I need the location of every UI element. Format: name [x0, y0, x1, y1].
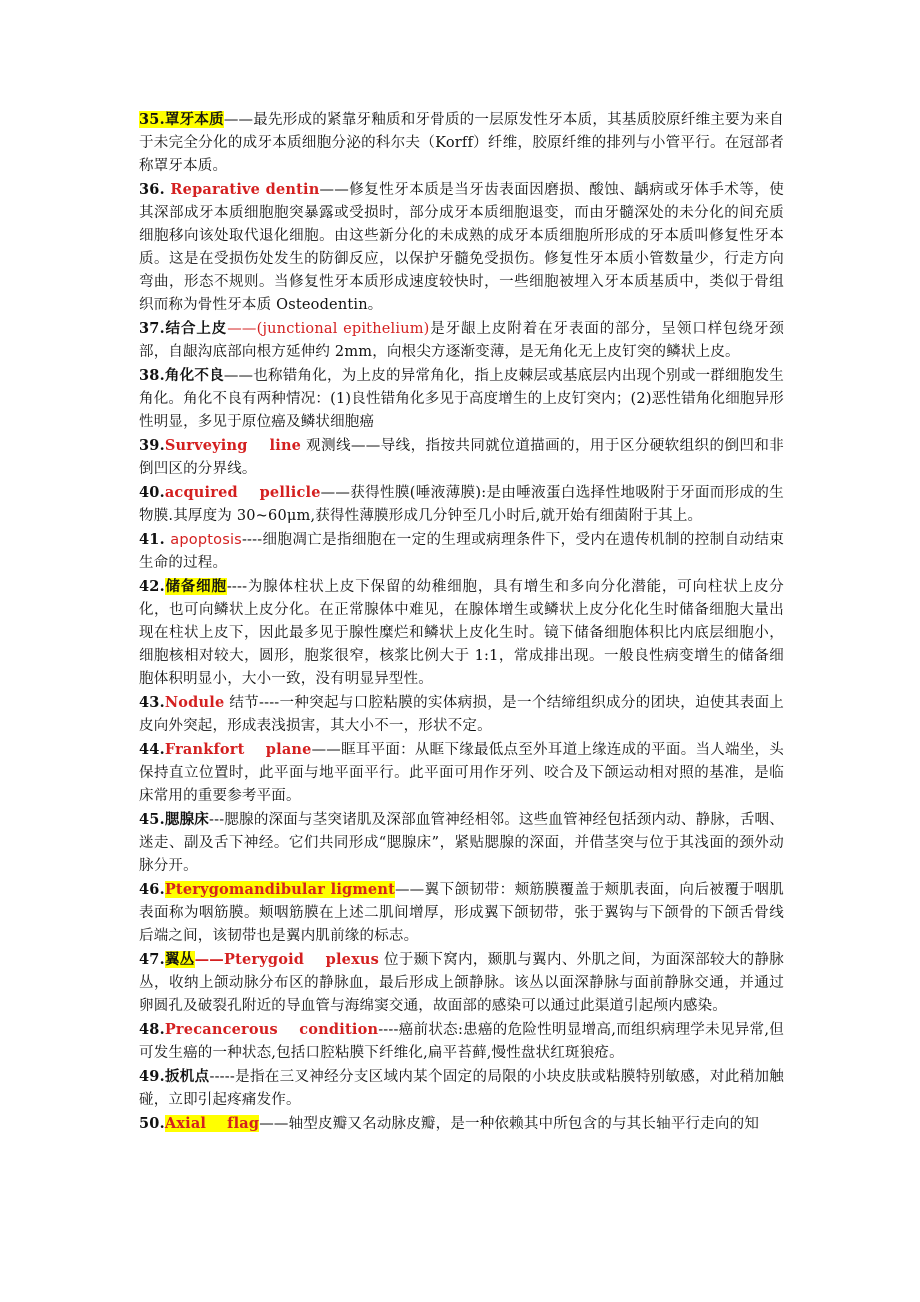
- entry-english-term: Axial flag: [164, 1115, 260, 1132]
- entry-term: 扳机点: [164, 1068, 210, 1085]
- entry-english-term: Frankfort plane: [164, 741, 312, 758]
- entry-body: ——最先形成的紧靠牙釉质和牙骨质的一层原发性牙本质，其基质胶原纤维主要为来自于未完全分化的成牙本质细胞分泌的科尔夫（Korff）纤维，胶原纤维的排列与小管平行。在冠部者称罩牙本质。: [139, 112, 784, 174]
- entry-number: 43.: [139, 694, 165, 711]
- entry-term: 角化不良: [164, 367, 224, 384]
- entry-number: 45.: [139, 811, 165, 828]
- entry-term: 腮腺床: [164, 811, 210, 828]
- entry-number: 48.: [139, 1021, 165, 1038]
- entry-english-term: Pterygomandibular ligment: [164, 881, 395, 898]
- entry-body: ---腮腺的深面与茎突诸肌及深部血管神经相邻。这些血管神经包括颈内动、静脉，舌咽、迷走、副及舌下神经。它们共同形成“腮腺床”，紧贴腮腺的深面，并借茎突与位于其浅面的颈外动脉分开。: [139, 812, 784, 874]
- entry-number: 40.: [139, 484, 165, 501]
- entry-term: 储备细胞: [164, 578, 227, 595]
- document-page: [139, 108, 784, 1136]
- entry-41: [139, 528, 784, 575]
- entry-body: ----癌前状态:患癌的危险性明显增高,而组织病理学未见异常,但可发生癌的一种状态,包括口腔粘膜下纤维化,扁平苔藓,慢性盘状红斑狼疮。: [139, 1022, 784, 1061]
- entry-number: 47.: [139, 951, 165, 968]
- entry-37: [139, 317, 784, 364]
- entry-body: ——获得性膜(唾液薄膜):是由唾液蛋白选择性地吸附于牙面而形成的生物膜.其厚度为 30~60μm,获得性薄膜形成几分钟至几小时后,就开始有细菌附于其上。: [139, 485, 785, 524]
- entry-50: [139, 1112, 784, 1136]
- entry-number: 46.: [139, 881, 165, 898]
- entry-number: 42.: [139, 578, 165, 595]
- entry-english-term: Precancerous condition: [164, 1021, 379, 1038]
- entry-body: 位于颞下窝内，颞肌与翼内、外肌之间，为面深部较大的静脉丛，收纳上颌动脉分布区的静脉血，最后形成上颌静脉。该丛以面深静脉与面前静脉交通，并通过卵圆孔及破裂孔附近的导血管与海绵窦交通，故面部的感染可以通过此渠道引起颅内感染。: [139, 952, 784, 1014]
- entry-46: [139, 878, 784, 948]
- entry-47: [139, 948, 784, 1018]
- entry-english-term: ——Pterygoid plexus: [194, 951, 380, 968]
- entry-number: 49.: [139, 1068, 165, 1085]
- entry-35: [139, 108, 784, 178]
- entry-body: 是牙龈上皮附着在牙表面的部分，呈领口样包绕牙颈部，自龈沟底部向根方延伸约 2mm，向根尖方逐渐变薄，是无角化无上皮钉突的鳞状上皮。: [139, 321, 784, 360]
- entry-number: 39.: [139, 437, 165, 454]
- entry-body: 结节----一种突起与口腔粘膜的实体病损，是一个结缔组织成分的团块，迫使其表面上皮向外突起，形成表浅损害，其大小不一，形状不定。: [139, 695, 784, 734]
- entry-38: [139, 364, 784, 434]
- entry-english-term: Surveying line: [164, 437, 302, 454]
- entry-body: ——也称错角化，为上皮的异常角化，指上皮棘层或基底层内出现个别或一群细胞发生角化。角化不良有两种情况：(1)良性错角化多见于高度增生的上皮钉突内；(2)恶性错角化细胞异形性明显，多见于原位癌及鳞状细胞癌: [139, 368, 784, 430]
- entry-body: ——眶耳平面：从眶下缘最低点至外耳道上缘连成的平面。当人端坐，头保持直立位置时，此平面与地平面平行。此平面可用作牙列、咬合及下颌运动相对照的基准，是临床常用的重要参考平面。: [139, 742, 784, 804]
- entry-42: [139, 575, 784, 691]
- entry-number: 35.: [139, 111, 165, 128]
- entry-36: [139, 178, 784, 317]
- entry-term: 结合上皮: [164, 320, 228, 337]
- entry-english-term: ——(junctional epithelium): [227, 321, 430, 337]
- entry-term: 翼丛: [164, 951, 195, 968]
- entry-number: 37.: [139, 320, 165, 337]
- entry-term: 罩牙本质: [164, 111, 224, 128]
- entry-body: ——轴型皮瓣又名动脉皮瓣，是一种依赖其中所包含的与其长轴平行走向的知: [259, 1116, 760, 1132]
- entry-body: ——修复性牙本质是当牙齿表面因磨损、酸蚀、龋病或牙体手术等，使其深部成牙本质细胞胞突暴露或受损时，部分成牙本质细胞退变，而由牙髓深处的未分化的间充质细胞移向该处取代退化细胞。由这些新分化的未成熟的成牙本质细胞所形成的牙本质叫修复性牙本质。这是在受损伤处发生的防御反应，以保护牙髓免受损伤。修复性牙本质小管数量少，行走方向弯曲，形态不规则。当修复性牙本质形成速度较快时，一些细胞被埋入牙本质基质中，类似于骨组织而称为骨性牙本质 Osteodentin。: [139, 182, 784, 313]
- entry-number: 50.: [139, 1115, 165, 1132]
- entry-number: 44.: [139, 741, 165, 758]
- entry-body: -----是指在三叉神经分支区域内某个固定的局限的小块皮肤或粘膜特别敏感，对此稍加触碰，立即引起疼痛发作。: [139, 1069, 784, 1108]
- entry-40: [139, 481, 784, 528]
- entry-number: 38.: [139, 367, 165, 384]
- entry-45: [139, 808, 784, 878]
- entry-body: ----为腺体柱状上皮下保留的幼稚细胞，具有增生和多向分化潜能，可向柱状上皮分化，也可向鳞状上皮分化。在正常腺体中难见，在腺体增生或鳞状上皮分化化生时储备细胞大量出现在柱状上皮下，因此最多见于腺性糜烂和鳞状上皮化生时。镜下储备细胞体积比内底层细胞小，细胞核相对较大，圆形，胞浆很窄，核浆比例大于 1:1，常成排出现。一般良性病变增生的储备细胞体积明显小，大小一致，没有明显异型性。: [139, 579, 784, 687]
- entry-body: ——翼下颌韧带：颊筋膜覆盖于颊肌表面，向后被覆于咽肌表面称为咽筋膜。颊咽筋膜在上述二肌间增厚，形成翼下颌韧带，张于翼钩与下颌骨的下颌舌骨线后端之间，该韧带也是翼内肌前缘的标志。: [139, 882, 784, 944]
- entry-44: [139, 738, 784, 808]
- entry-english-term: Nodule: [164, 694, 225, 711]
- entry-body: 观测线——导线，指按共同就位道描画的，用于区分硬软组织的倒凹和非倒凹区的分界线。: [139, 438, 784, 477]
- entry-39: [139, 434, 784, 481]
- entry-english-term: acquired pellicle: [164, 484, 321, 501]
- entry-number: 36.: [139, 181, 171, 198]
- entry-number: 41.: [139, 531, 171, 548]
- entry-english-term: apoptosis: [170, 532, 242, 548]
- entry-body: ----细胞凋亡是指细胞在一定的生理或病理条件下，受内在遗传机制的控制自动结束生命的过程。: [139, 532, 784, 571]
- entry-49: [139, 1065, 784, 1112]
- entry-43: [139, 691, 784, 738]
- entry-english-term: Reparative dentin: [170, 181, 320, 198]
- entry-48: [139, 1018, 784, 1065]
